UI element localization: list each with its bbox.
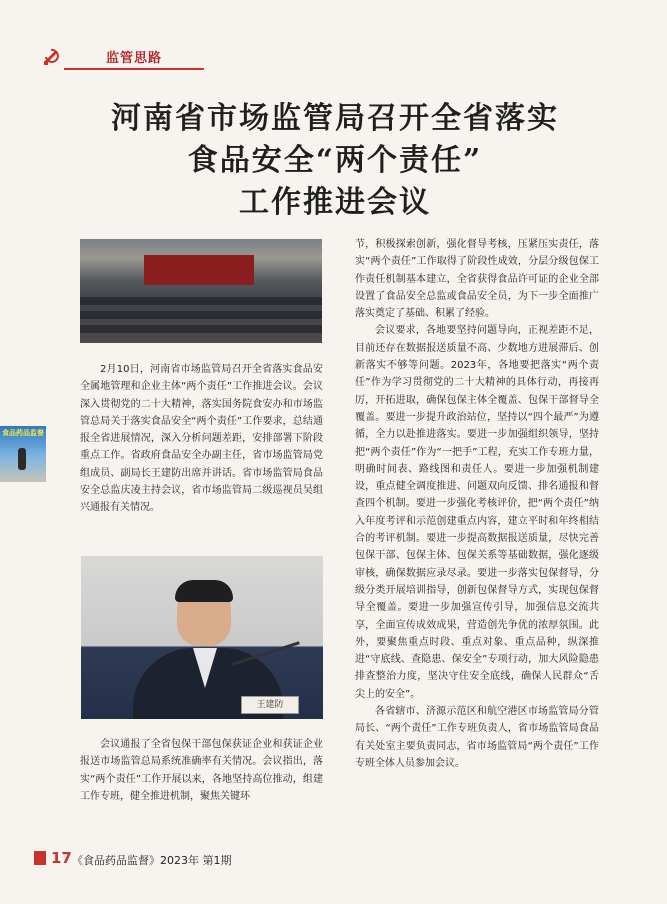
title-line-1: 河南省市场监管局召开全省落实 <box>111 101 559 136</box>
body-column-left-bottom <box>80 736 323 805</box>
page-number: 17 <box>51 849 72 867</box>
title-line-2: 食品安全“两个责任” <box>187 143 483 178</box>
audience-row <box>80 297 322 305</box>
cover-thumbnail <box>0 426 46 482</box>
party-emblem-icon <box>42 46 62 66</box>
paragraph: 节，积极探索创新，强化督导考核，压紧压实责任，落实“两个责任”工作取得了阶段性成效，分层分级包保工作责任机制基本建立，全省获得食品许可证的企业全部设置了食品安全总监或食品安全员，为下一步全面推广落实奠定了基础、积累了经验。 <box>355 239 599 320</box>
article-title <box>40 98 630 224</box>
title-line-3: 工作推进会议 <box>239 185 431 220</box>
thumbnail-caption: 食品药品监督 <box>2 429 44 437</box>
publication-info: 《食品药品监督》2023年 第1期 <box>72 854 232 867</box>
meeting-hall-photo <box>80 239 322 343</box>
nameplate: 王建防 <box>241 696 299 714</box>
section-label: 监管思路 <box>106 51 163 66</box>
footer-marker <box>34 851 46 865</box>
speaker-hair <box>175 580 233 602</box>
body-column-left-top <box>80 361 323 517</box>
header-divider <box>64 68 204 70</box>
section-header <box>28 40 288 72</box>
page-footer <box>0 849 300 869</box>
thumbnail-figure <box>18 448 26 470</box>
paragraph: 2月10日，河南省市场监管局召开全省落实食品安全属地管理和企业主体“两个责任”工作推进会议。会议深入贯彻党的二十大精神，落实国务院食安办和市场监管总局关于落实食品安全“两个责任”工作要求，总结通报全省进展情况，深入分析问题差距，安排部署下阶段重点工作。省政府食品安全办副主任，省市场监管局党组成员、副局长王建防出席并讲话。省市场监管局食品安全总监庆凌主持会议，省市场监管局二级巡视员吴组兴通报有关情况。 <box>80 364 323 514</box>
paragraph: 各省辖市、济源示范区和航空港区市场监管局分管局长、“两个责任”工作专班负责人，省市场监管局食品有关处室主要负责同志，省市场监管局“两个责任”工作专班全体人员参加会议。 <box>355 706 599 769</box>
speaker-photo <box>81 556 323 719</box>
paragraph: 会议通报了全省包保干部包保获证企业和获证企业报送市场监管总局系统准确率有关情况。会议指出，落实“两个责任”工作开展以来，各地坚持高位推动，组建工作专班，健全推进机制，聚焦关键环 <box>80 739 323 802</box>
audience-row <box>80 311 322 319</box>
audience-row <box>80 325 322 333</box>
body-column-right <box>355 236 599 772</box>
stage-banner <box>144 255 254 285</box>
paragraph: 会议要求，各地要坚持问题导向，正视差距不足，目前还存在数据报送质量不高、少数地方进展滞后、创新落实不够等问题。2023年，各地要把落实“两个责任”作为学习贯彻党的二十大精神的具体行动，再接再厉，开拓进取，确保包保主体全覆盖、包保干部督导全覆盖。要进一步提升政治站位，坚持以“四个最严”为遵循，全力以赴推进落实。要进一步加强组织领导，坚持把“两个责任”作为“一把手”工程，充实工作专班力量，明确时间表、路线图和责任人。要进一步加强机制建设，重点健全调度推进、问题双向反馈、排名通报和督查四个机制。要进一步强化考核评价，把“两个责任”纳入年度考评和示范创建重点内容，建立平时和年终相结合的考评机制。要进一步提高数据报送质量，尽快完善包保干部、包保主体、包保关系等基础数据，强化逐级审核，确保数据应录尽录。要进一步落实包保督导，分级分类开展培训指导，创新包保督导方式，实现包保督导全覆盖。要进一步加强宣传引导，加强信息交流共享，全面宣传成效成果，营造创先争优的浓厚氛围。此外，要聚焦重点时段、重点对象、重点品种，纵深推进“守底线、查隐患、保安全”专项行动，加大风险隐患排查整治力度，坚决守住安全底线，确保人民群众“舌尖上的安全”。 <box>355 325 599 700</box>
